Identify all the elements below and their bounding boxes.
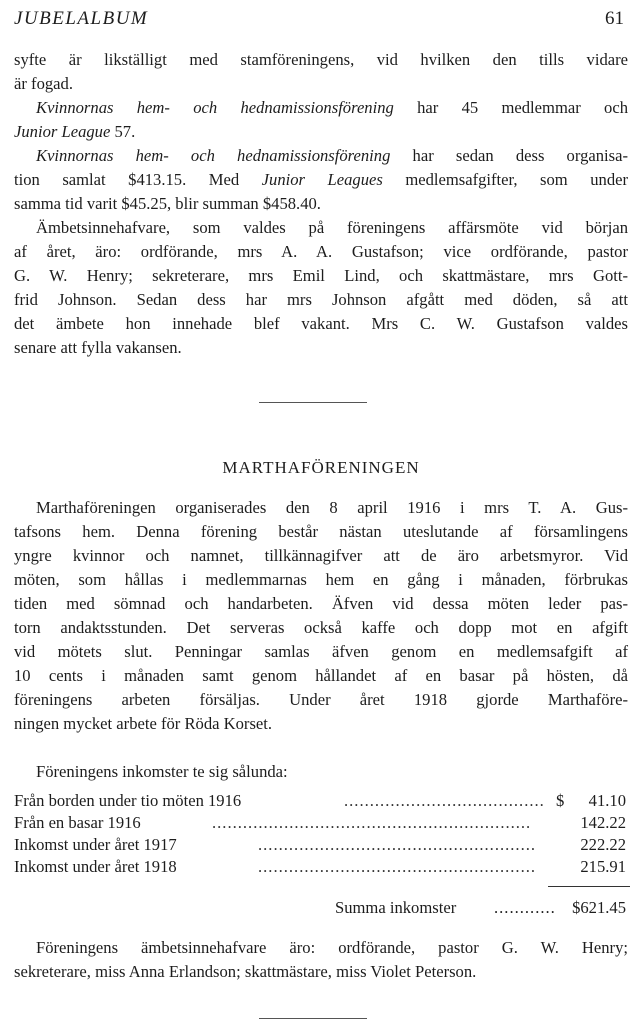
income-label: Från borden under tio möten 1916 [14, 791, 242, 810]
text-span: har 45 medlemmar och [393, 98, 628, 117]
text-line: ningen mycket arbete för Röda Korset. [14, 714, 273, 733]
income-label: Inkomst under året 1918 [14, 857, 177, 876]
income-amount: 41.10 [588, 791, 626, 810]
text-line: torn andaktsstunden. Det serveras också kaffe och dopp mot en afgift [14, 618, 628, 637]
league-name: Junior Leagues [261, 170, 383, 189]
income-amount: 222.22 [580, 835, 626, 854]
text-span: har sedan dess organisa- [390, 146, 628, 165]
text-span: tion samlat $413.15. Med [14, 170, 262, 189]
text-line [14, 144, 628, 168]
running-header [14, 6, 628, 34]
income-row [14, 856, 628, 878]
text-line: 10 cents i månaden samt genom hållandet af en basar på hösten, då [14, 666, 628, 685]
text-line: är fogad. [14, 74, 73, 93]
section-divider [259, 1018, 367, 1019]
income-row [14, 812, 628, 834]
text-line: samma tid varit $45.25, blir summan $458.40. [14, 194, 321, 213]
text-span: medlemsafgifter, som under [382, 170, 629, 189]
section-divider [259, 402, 367, 403]
text-line: senare att fylla vakansen. [14, 338, 182, 357]
income-amount: 215.91 [580, 857, 626, 876]
page-number: 61 [605, 8, 624, 29]
text-line [14, 120, 628, 144]
income-amount: 142.22 [580, 813, 626, 832]
running-title: JUBELALBUM [14, 8, 149, 29]
income-label: Inkomst under året 1917 [14, 835, 177, 854]
text-line: frid Johnson. Sedan dess har mrs Johnson afgått med döden, så att [14, 290, 628, 309]
leader-dots: ............ [494, 898, 556, 917]
leader-dots: .............................................................. [212, 813, 532, 832]
text-line: det ämbete hon innehade blef vakant. Mrs C. W. Gustafson valdes [14, 314, 628, 333]
text-line: tafsons hem. Denna förening består nästan uteslutande af församlingens [14, 522, 628, 541]
total-label: Summa inkomster [335, 898, 457, 917]
leader-dots: ....................................... [344, 791, 545, 810]
leader-dots: ...................................................... [258, 857, 537, 876]
income-row [14, 834, 628, 856]
text-line: Ämbetsinnehafvare, som valdes på föreningens affärsmöte vid början [36, 218, 628, 237]
society-name: Kvinnornas hem- och hednamissionsförening [36, 98, 394, 117]
text-line: G. W. Henry; sekreterare, mrs Emil Lind, och skattmästare, mrs Gott- [14, 266, 628, 285]
section-heading: MARTHAFÖRENINGEN [222, 458, 420, 477]
income-intro: Föreningens inkomster te sig sålunda: [36, 762, 288, 781]
income-label: Från en basar 1916 [14, 813, 141, 832]
text-line: yngre kvinnor och namnet, tillkännagifver att de äro arbetsmyror. Vid [14, 546, 628, 565]
text-line: af året, äro: ordförande, mrs A. A. Gustafson; vice ordförande, pastor [14, 242, 628, 261]
total-amount: $621.45 [572, 898, 626, 917]
leader-dots: ...................................................... [258, 835, 537, 854]
income-currency: $ [556, 791, 565, 810]
text-line [14, 168, 628, 192]
text-span: 57. [110, 122, 136, 141]
text-line: möten, som hållas i medlemmarnas hem en gång i månaden, förbrukas [14, 570, 628, 589]
income-row [14, 790, 628, 812]
text-line: sekreterare, miss Anna Erlandson; skattmästare, miss Violet Peterson. [14, 962, 477, 981]
league-name: Junior League [14, 122, 111, 141]
total-rule [548, 886, 630, 887]
society-name: Kvinnornas hem- och hednamissionsförening [36, 146, 391, 165]
text-line: föreningens arbeten försäljas. Under året 1918 gjorde Marthaföre- [14, 690, 628, 709]
text-line: Marthaföreningen organiserades den 8 april 1916 i mrs T. A. Gus- [36, 498, 628, 517]
text-line: syfte är likställigt med stamföreningens, vid hvilken den tills vidare [14, 50, 628, 69]
text-line: vid mötets slut. Penningar samlas äfven genom en medlemsafgift af [14, 642, 628, 661]
text-line: tiden med sömnad och handarbeten. Äfven vid dessa möten leder pas- [14, 594, 628, 613]
text-line: Föreningens ämbetsinnehafvare äro: ordförande, pastor G. W. Henry; [36, 938, 628, 957]
text-line [14, 96, 628, 120]
